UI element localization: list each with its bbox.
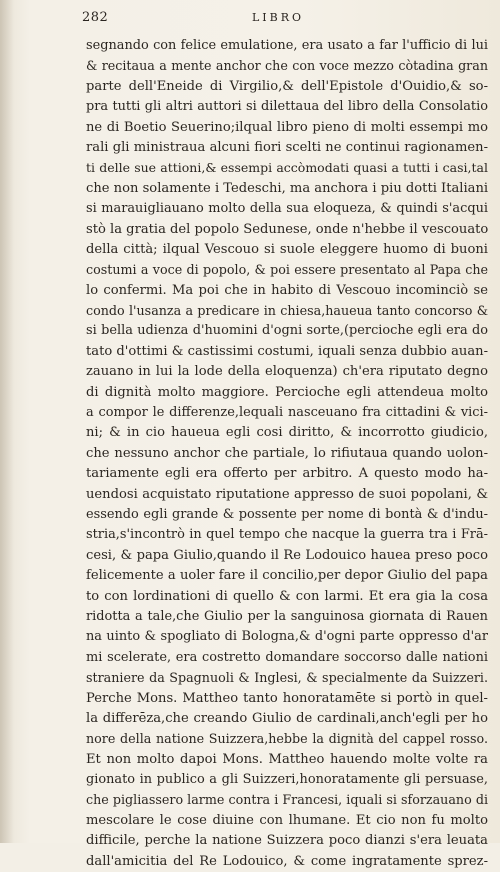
text-line: ti delle sue attioni,& essempi accòmodati quasi a tutti i casi,tal [86,160,488,176]
text-line: Perche Mons. Mattheo tanto honoratamēte si portò in quel- [86,690,488,706]
text-line: che nessuno anchor che partiale, lo rifiutaua quando uolon- [86,445,488,461]
text-line: si bella udienza d'huomini d'ogni sorte,(percioche egli era do [86,323,488,339]
text-line: Et non molto dapoi Mons. Mattheo hauendo molte volte ra [86,751,488,767]
text-line: che non solamente i Tedeschi, ma anchora i piu dotti Italiani [86,180,488,196]
text-line: stria,s'incontrò in quel tempo che nacque la guerra tra i Frā- [86,527,488,543]
text-line: a compor le differenze,lequali nasceuano fra cittadini & vici- [86,405,488,421]
text-line: dall'amicitia del Re Lodouico, & come ingratamente sprez- [86,853,488,869]
text-line: che pigliassero larme contra i Francesi, iquali si sforzauano di [86,792,488,808]
text-line: stò la gratia del popolo Sedunese, onde n'hebbe il vescouato [86,221,488,237]
text-line: ridotta a tale,che Giulio per la sanguinosa giornata di Rauen [86,608,488,624]
text-line: essendo egli grande & possente per nome di bontà & d'indu- [86,506,488,522]
text-line: & recitaua a mente anchor che con voce mezzo còtadina gran [86,58,488,74]
text-line: ni; & in cio haueua egli cosi diritto, & incorrotto giudicio, [86,425,488,441]
text-line: la differēza,che creando Giulio de cardinali,anch'egli per ho [86,710,488,726]
text-line: lo confermi. Ma poi che in habito di Vescouo incominciò se [86,282,488,298]
text-line: tato d'ottimi & castissimi costumi, iquali senza dubbio auan- [86,343,488,359]
text-line: rali gli ministraua alcuni fiori scelti ne continui ragionamen- [86,139,488,155]
text-line: parte dell'Eneide di Virgilio,& dell'Epistole d'Ouidio,& so- [86,78,488,94]
text-line: zauano in lui la lode della eloquenza) ch'era riputato degno [86,364,488,380]
gutter-shadow [0,0,14,843]
text-line: di dignità molto maggiore. Percioche egli attendeua molto [86,384,488,400]
text-line: uendosi acquistato riputatione appresso de suoi popolani, & [86,486,488,502]
text-line: mescolare le cose diuine con lhumane. Et cio non fu molto [86,812,488,828]
text-line: cesi, & papa Giulio,quando il Re Lodouico hauea preso poco [86,547,488,563]
text-line: felicemente a uoler fare il concilio,per depor Giulio del papa [86,568,488,584]
text-line: mi scelerate, era costretto domandare soccorso dalle nationi [86,649,488,665]
text-line: difficile, perche la natione Suizzera poco dianzi s'era leuata [86,833,488,849]
text-line: si marauigliauano molto della sua eloqueza, & quindi s'acqui [86,201,488,217]
page-header [82,10,482,30]
running-head: LIBRO [252,11,305,24]
body-text [86,36,488,872]
text-line: straniere da Spagnuoli & Inglesi, & specialmente da Suizzeri. [86,670,488,686]
text-line: della città; ilqual Vescouo si suole eleggere huomo di buoni [86,241,488,257]
text-line: condo l'usanza a predicare in chiesa,haueua tanto concorso & [86,303,488,319]
text-line: na uinto & spogliato di Bologna,& d'ogni parte oppresso d'ar [86,629,488,645]
text-line: tariamente egli era offerto per arbitro. A questo modo ha- [86,466,488,482]
text-line: nore della natione Suizzera,hebbe la dignità del cappel rosso. [86,731,488,747]
text-line: pra tutti gli altri auttori si dilettaua del libro della Consolatio [86,99,488,115]
page-number: 282 [82,10,109,25]
text-line: segnando con felice emulatione, era usato a far l'ufficio di lui [86,38,488,53]
text-line: gionato in publico a gli Suizzeri,honoratamente gli persuase, [86,772,488,788]
text-line: to con lordinationi di quello & con larmi. Et era gia la cosa [86,588,488,604]
text-line: ne di Boetio Seuerino;ilqual libro pieno di molti essempi mo [86,119,488,135]
text-line: costumi a voce di popolo, & poi essere presentato al Papa che [86,262,488,278]
